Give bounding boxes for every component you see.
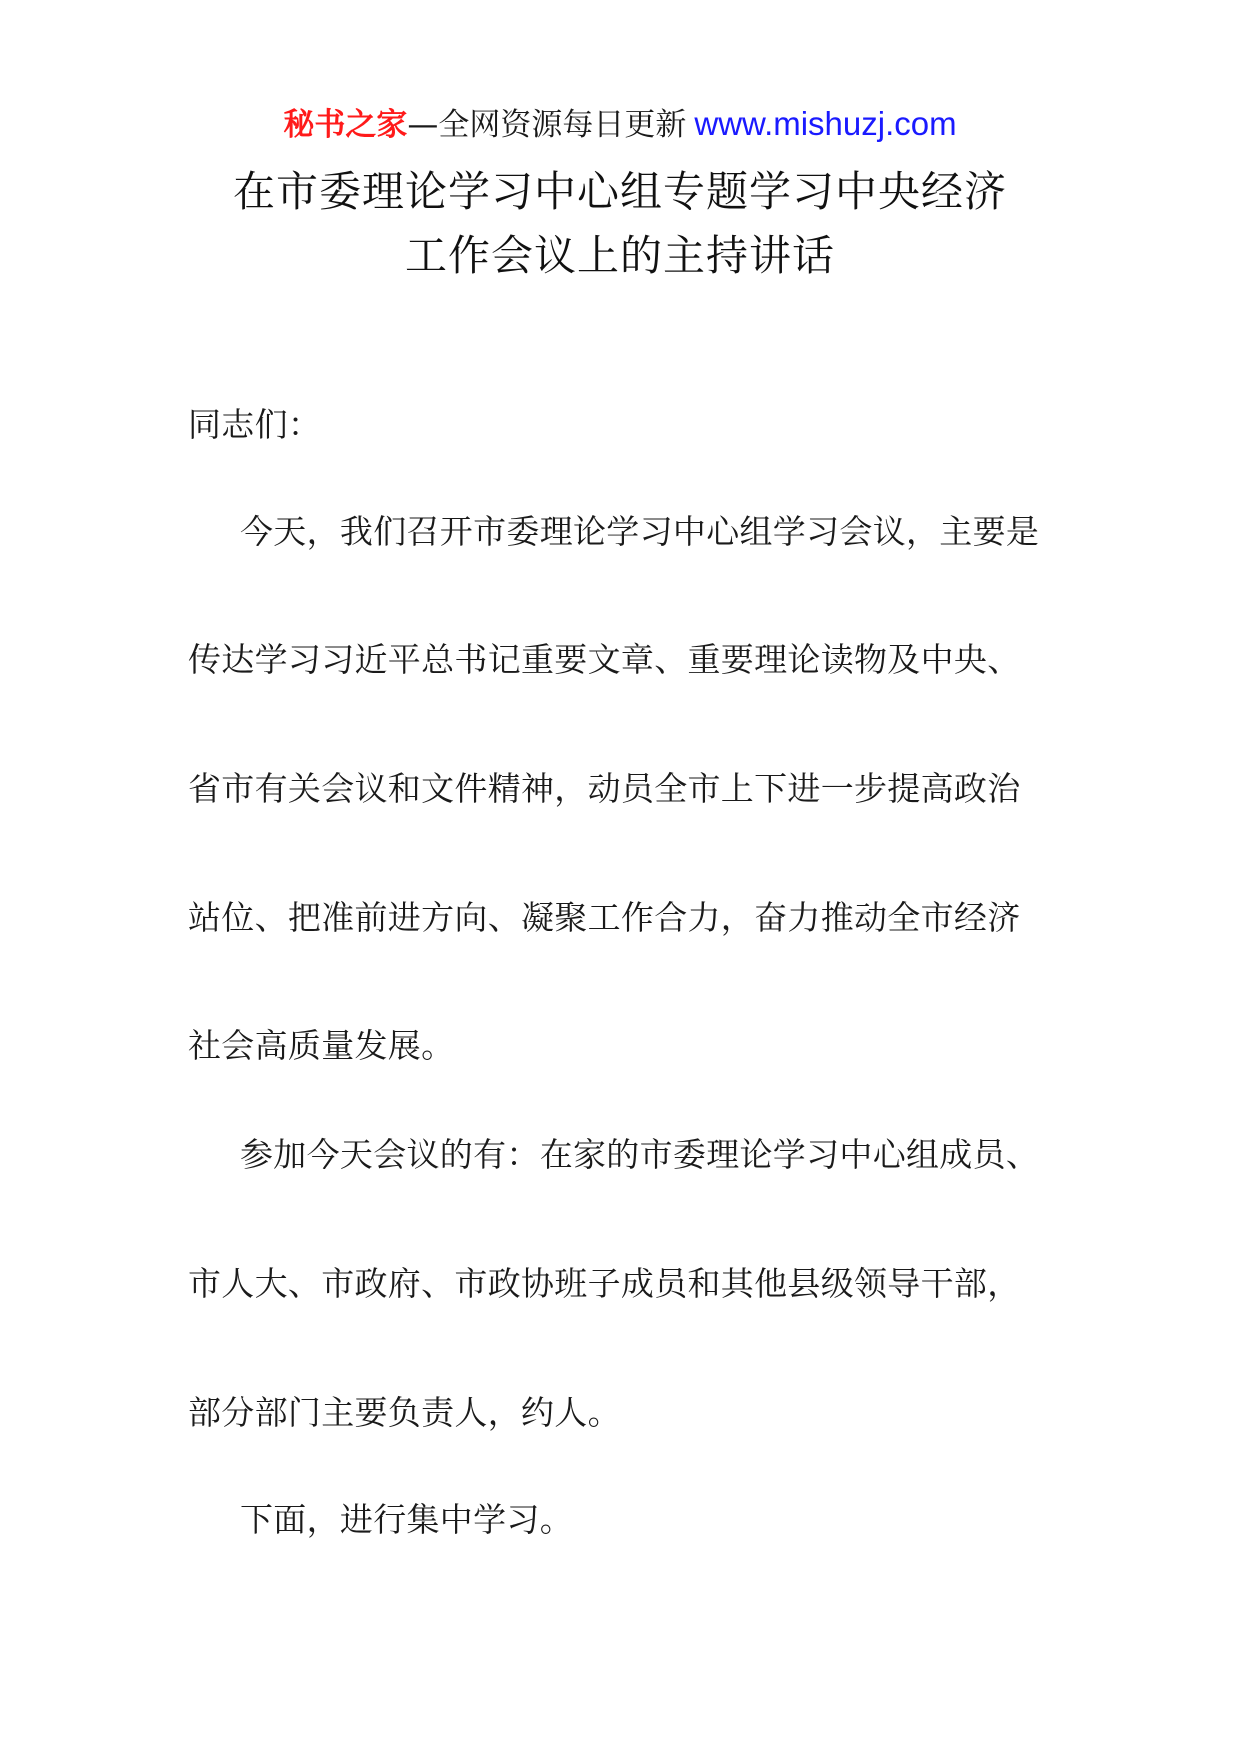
paragraph-1-line-2: 传达学习习近平总书记重要文章、重要理论读物及中央、	[188, 640, 1021, 679]
paragraph-1-line-3: 省市有关会议和文件精神，动员全市上下进一步提高政治	[188, 769, 1021, 808]
site-slogan: —全网资源每日更新	[407, 107, 687, 143]
paragraph-1-line-1: 今天，我们召开市委理论学习中心组学习会议，主要是	[240, 512, 1040, 551]
paragraph-2-line-1: 参加今天会议的有：在家的市委理论学习中心组成员、	[240, 1135, 1040, 1174]
title-line-2: 工作会议上的主持讲话	[404, 231, 835, 280]
salutation: 同志们：	[188, 405, 322, 444]
paragraph-1-line-4: 站位、把准前进方向、凝聚工作合力，奋力推动全市经济	[188, 898, 1021, 937]
paragraph-2-line-2: 市人大、市政府、市政协班子成员和其他县级领导干部，	[188, 1264, 1021, 1303]
paragraph-3-line-1: 下面，进行集中学习。	[240, 1500, 573, 1539]
site-name: 秘书之家	[283, 107, 408, 143]
paragraph-1-line-5: 社会高质量发展。	[188, 1026, 455, 1065]
document-title	[0, 160, 1240, 288]
title-line-1: 在市委理论学习中心组专题学习中央经济	[232, 167, 1007, 216]
site-header	[0, 102, 1240, 147]
site-url-link[interactable]: www.mishuzj.com	[694, 105, 957, 142]
paragraph-2-line-3: 部分部门主要负责人，约人。	[188, 1393, 621, 1432]
